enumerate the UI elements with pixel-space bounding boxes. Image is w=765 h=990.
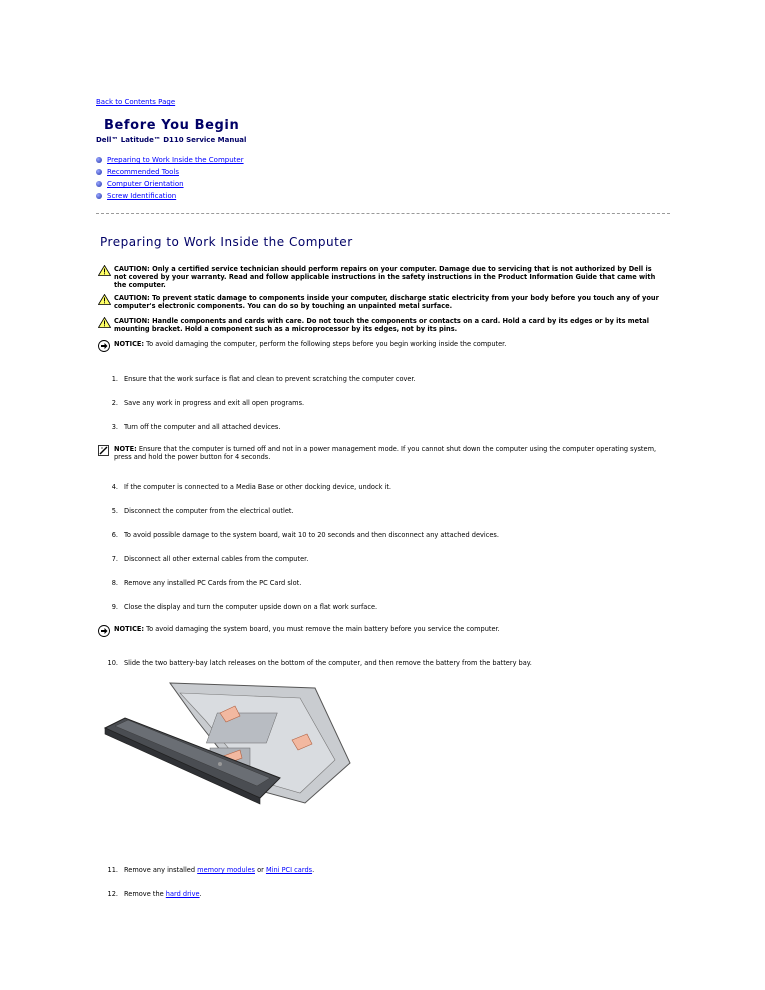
toc-item	[96, 190, 244, 202]
bullet-icon	[96, 181, 102, 187]
step-item	[104, 603, 664, 611]
step-text: Remove any installed PC Cards from the PC Card slot.	[124, 579, 302, 587]
step-item	[104, 423, 664, 431]
step-number: 12.	[107, 890, 118, 898]
battery-removal-illustration	[100, 678, 360, 808]
step-text: If the computer is connected to a Media Base or other docking device, undock it.	[124, 483, 392, 491]
step-text: Close the display and turn the computer upside down on a flat work surface.	[124, 603, 378, 611]
caution-block	[98, 317, 664, 333]
caution-label: CAUTION:	[114, 294, 150, 302]
step-text: Remove the hard drive.	[124, 890, 202, 898]
step-number: 7.	[111, 555, 118, 563]
note-block	[98, 445, 664, 461]
step-text: Remove any installed memory modules or Mini PCI cards.	[124, 866, 315, 874]
step-text: Disconnect the computer from the electrical outlet.	[124, 507, 294, 515]
warning-triangle-icon	[98, 317, 114, 333]
note-label: NOTE:	[114, 445, 137, 453]
step-number: 1.	[111, 375, 118, 383]
caution-text: Only a certified service technician should perform repairs on your computer. Damage due to servicing that is not authorized by Dell is not covered by your warranty. Read and follow applicable instructions in the safety instructions in the Product Information Guide that came with the computer.	[114, 265, 656, 289]
toc-item	[96, 178, 244, 190]
toc-link-tools[interactable]: Recommended Tools	[107, 168, 180, 176]
step-item	[104, 531, 664, 539]
section-heading: Preparing to Work Inside the Computer	[100, 235, 353, 249]
back-to-contents-link[interactable]: Back to Contents Page	[96, 98, 176, 106]
memory-modules-link[interactable]: memory modules	[197, 866, 255, 874]
step-number: 5.	[111, 507, 118, 515]
warning-triangle-icon	[98, 294, 114, 310]
caution-text: To prevent static damage to components inside your computer, discharge static electricity from your body before you touch any of your computer's electronic components. You can do so by touching an unpainted metal surface.	[114, 294, 659, 310]
step-number: 3.	[111, 423, 118, 431]
step-text: Slide the two battery-bay latch releases on the bottom of the computer, and then remove the battery from the battery bay.	[124, 659, 532, 667]
toc-link-screws[interactable]: Screw Identification	[107, 192, 177, 200]
toc-item	[96, 166, 244, 178]
step-text: Turn off the computer and all attached devices.	[124, 423, 281, 431]
caution-block	[98, 265, 664, 289]
caution-text: Handle components and cards with care. Do not touch the components or contacts on a card. Hold a card by its edges or by its metal mounting bracket. Hold a component such as a microprocessor by its edges, not by its pins.	[114, 317, 650, 333]
notice-label: NOTICE:	[114, 625, 145, 633]
step-item	[104, 507, 664, 515]
note-text: Ensure that the computer is turned off and not in a power management mode. If you cannot shut down the computer using the computer operating system, press and hold the power button for 4 seconds.	[114, 445, 657, 461]
caution-label: CAUTION:	[114, 265, 150, 273]
step-number: 8.	[111, 579, 118, 587]
notice-label: NOTICE:	[114, 340, 145, 348]
step-number: 9.	[111, 603, 118, 611]
step-item	[104, 579, 664, 587]
bullet-icon	[96, 169, 102, 175]
step-item	[104, 375, 664, 383]
step-item	[104, 399, 664, 407]
caution-block	[98, 294, 664, 310]
notice-block	[98, 340, 664, 354]
toc-link-preparing[interactable]: Preparing to Work Inside the Computer	[107, 156, 244, 164]
step-item	[104, 555, 664, 563]
step-number: 4.	[111, 483, 118, 491]
table-of-contents	[96, 154, 244, 202]
notice-text: To avoid damaging the system board, you must remove the main battery before you service the computer.	[146, 625, 500, 633]
hard-drive-link[interactable]: hard drive	[165, 890, 200, 898]
step-number: 6.	[111, 531, 118, 539]
note-pencil-icon	[98, 445, 114, 461]
step-item	[104, 890, 664, 898]
step-number: 11.	[107, 866, 118, 874]
toc-link-orientation[interactable]: Computer Orientation	[107, 180, 184, 188]
step-text: Disconnect all other external cables from the computer.	[124, 555, 309, 563]
step-text: Ensure that the work surface is flat and clean to prevent scratching the computer cover.	[124, 375, 416, 383]
warning-triangle-icon	[98, 265, 114, 289]
caution-label: CAUTION:	[114, 317, 150, 325]
mini-pci-cards-link[interactable]: Mini PCI cards	[265, 866, 313, 874]
toc-item	[96, 154, 244, 166]
manual-subtitle: Dell™ Latitude™ D110 Service Manual	[96, 136, 247, 144]
step-text: To avoid possible damage to the system board, wait 10 to 20 seconds and then disconnect any attached devices.	[124, 531, 499, 539]
step-text: Save any work in progress and exit all open programs.	[124, 399, 305, 407]
bullet-icon	[96, 157, 102, 163]
bullet-icon	[96, 193, 102, 199]
notice-block	[98, 625, 664, 639]
notice-icon	[98, 625, 114, 639]
step-item	[104, 483, 664, 491]
page-title: Before You Begin	[104, 118, 240, 133]
notice-icon	[98, 340, 114, 354]
step-item	[104, 659, 664, 667]
step-number: 2.	[111, 399, 118, 407]
divider	[96, 213, 670, 214]
step-item	[104, 866, 664, 874]
notice-text: To avoid damaging the computer, perform the following steps before you begin working inside the computer.	[146, 340, 507, 348]
step-number: 10.	[107, 659, 118, 667]
